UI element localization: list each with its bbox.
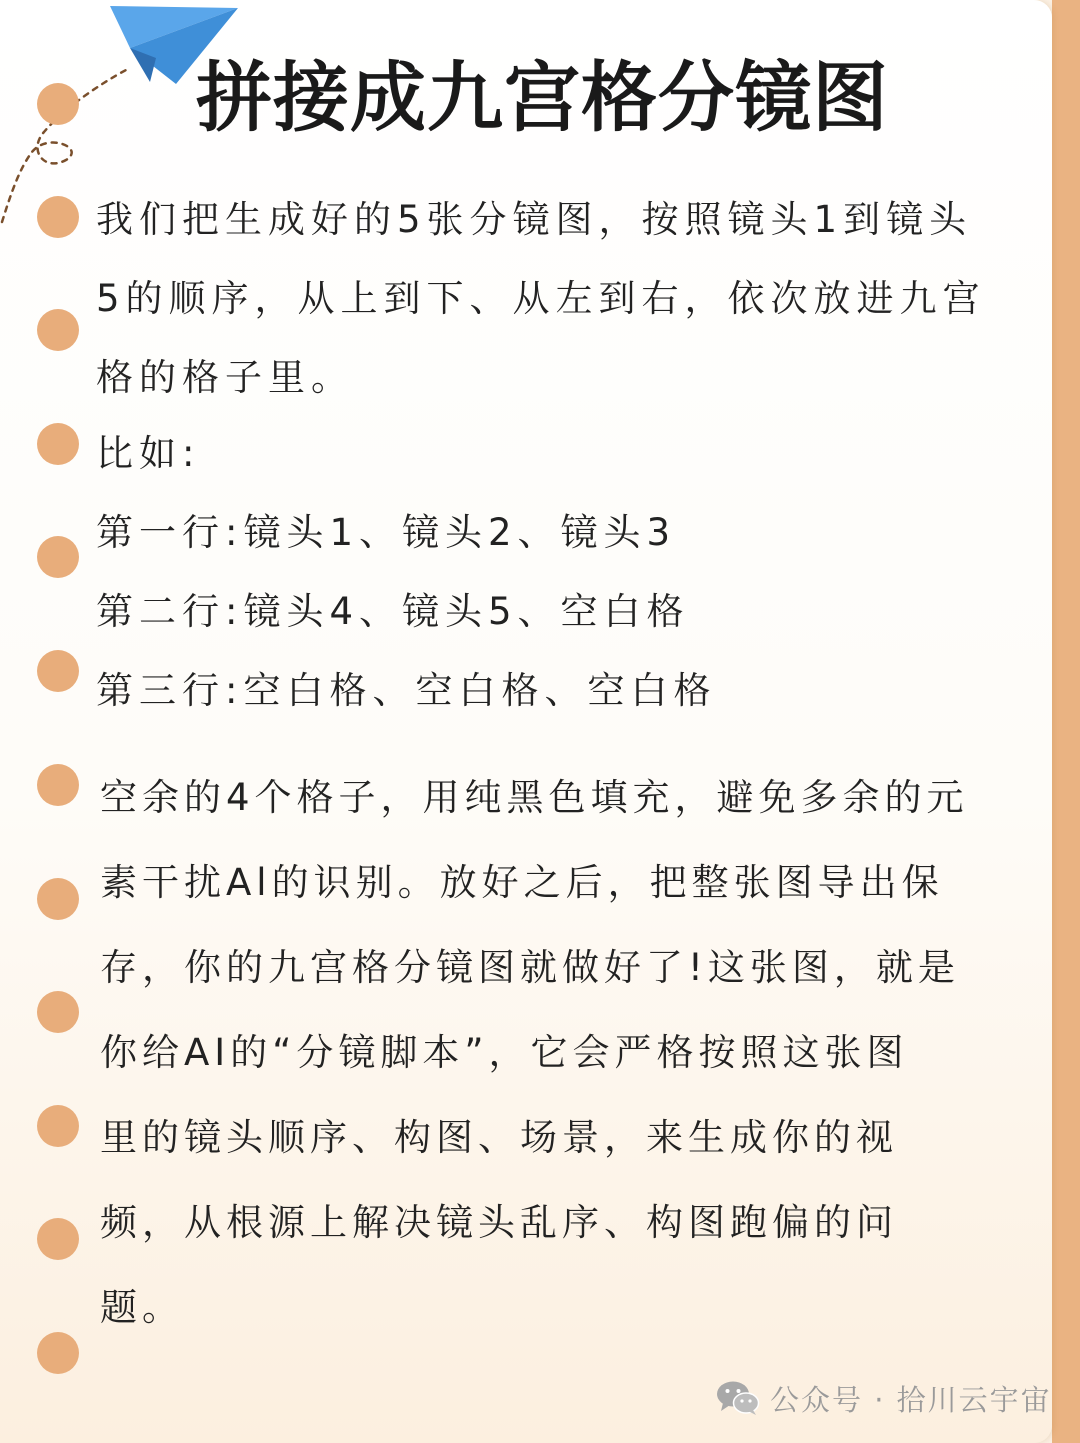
example-heading: 比如: bbox=[96, 432, 201, 475]
text-line: 空余的4个格子，用纯黑色填充，避免多余的元 bbox=[100, 776, 969, 819]
text-line: 素干扰Al的识别。放好之后，把整张图导出保 bbox=[100, 861, 944, 904]
binder-ring bbox=[37, 1218, 79, 1260]
binder-ring bbox=[37, 536, 79, 578]
explanation-paragraph bbox=[100, 755, 969, 1350]
page-title: 拼接成九宫格分镜图 bbox=[196, 53, 889, 142]
grid-row-3: 第三行:空白格、空白格、空白格 bbox=[96, 669, 717, 712]
binder-ring bbox=[37, 764, 79, 806]
page-edge-strip bbox=[1052, 0, 1080, 1443]
wechat-icon bbox=[716, 1380, 760, 1416]
grid-row-1: 第一行:镜头1、镜头2、镜头3 bbox=[96, 511, 677, 554]
binder-ring bbox=[37, 196, 79, 238]
binder-ring bbox=[37, 991, 79, 1033]
binder-ring bbox=[37, 83, 79, 125]
binder-ring bbox=[37, 878, 79, 920]
text-line: 里的镜头顺序、构图、场景，来生成你的视 bbox=[100, 1116, 898, 1159]
text-line: 格的格子里。 bbox=[96, 356, 354, 399]
grid-example-list bbox=[96, 414, 716, 730]
text-line: 频，从根源上解决镜头乱序、构图跑偏的问 bbox=[100, 1201, 898, 1244]
text-line: 存，你的九宫格分镜图就做好了!这张图，就是 bbox=[100, 946, 960, 989]
text-line: 我们把生成好的5张分镜图，按照镜头1到镜头 bbox=[96, 198, 973, 241]
binder-ring bbox=[37, 650, 79, 692]
source-watermark bbox=[716, 1376, 1052, 1420]
intro-paragraph bbox=[96, 180, 986, 417]
binder-ring bbox=[37, 309, 79, 351]
binder-ring bbox=[37, 423, 79, 465]
watermark-text: 公众号 · 拾川云宇宙 bbox=[770, 1382, 1052, 1417]
text-line: 题。 bbox=[100, 1286, 184, 1329]
binder-ring bbox=[37, 1105, 79, 1147]
grid-row-2: 第二行:镜头4、镜头5、空白格 bbox=[96, 590, 690, 633]
text-line: 你给AI的“分镜脚本”，它会严格按照这张图 bbox=[100, 1031, 909, 1074]
binder-ring bbox=[37, 1332, 79, 1374]
text-line: 5的顺序，从上到下、从左到右，依次放进九宫 bbox=[96, 277, 986, 320]
